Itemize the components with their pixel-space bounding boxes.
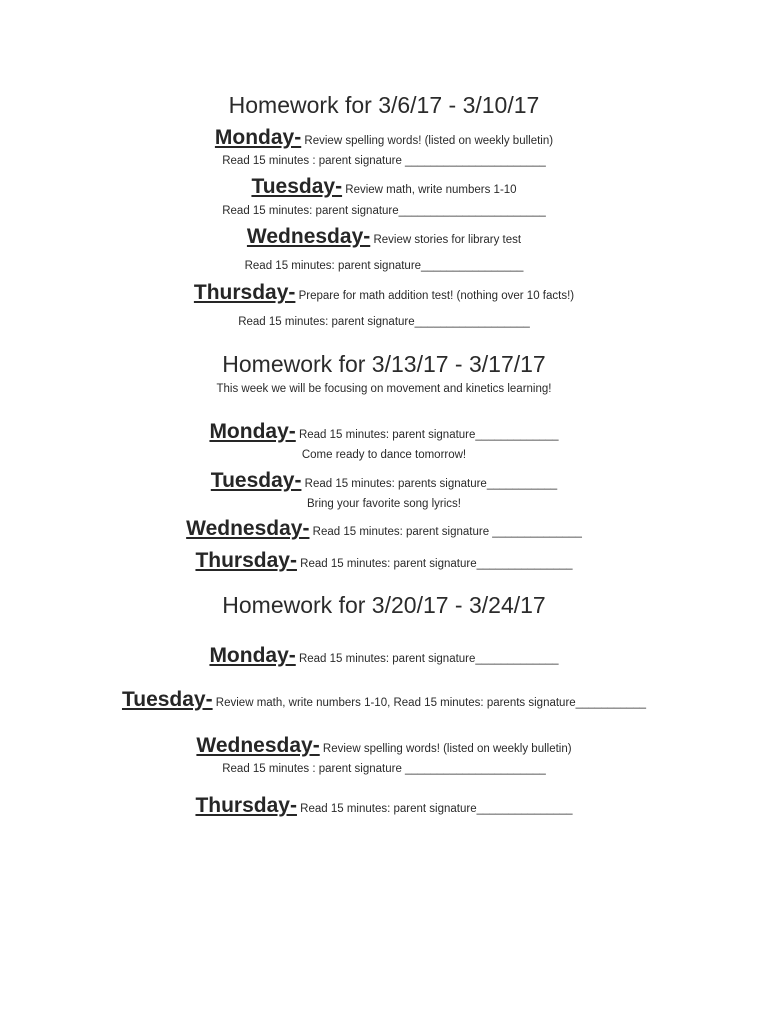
day-task: Review spelling words! (listed on weekly bulletin) bbox=[301, 135, 554, 147]
week-2-monday-sub: Come ready to dance tomorrow! bbox=[301, 449, 467, 461]
week-1-monday-sub: Read 15 minutes : parent signature ______________________ bbox=[222, 155, 546, 167]
day-label: Thursday- bbox=[193, 281, 296, 304]
week-1-title: Homework for 3/6/17 - 3/10/17 bbox=[228, 92, 540, 118]
day-label: Tuesday- bbox=[210, 469, 302, 492]
week-1-wednesday bbox=[0, 225, 768, 249]
week-1-wednesday-sub: Read 15 minutes: parent signature________________ bbox=[244, 260, 524, 272]
week-2-tuesday-sub: Bring your favorite song lyrics! bbox=[306, 498, 462, 510]
week-3-thursday bbox=[0, 794, 768, 818]
week-3-wednesday-sub: Read 15 minutes : parent signature ______________________ bbox=[222, 763, 546, 775]
week-3-wednesday bbox=[0, 734, 768, 758]
week-1-thursday bbox=[0, 281, 768, 305]
day-task: Read 15 minutes: parent signature_______________ bbox=[296, 803, 573, 815]
week-3-title: Homework for 3/20/17 - 3/24/17 bbox=[222, 592, 546, 618]
day-label: Tuesday- bbox=[251, 175, 343, 198]
day-label: Tuesday- bbox=[121, 688, 213, 711]
week-2-thursday bbox=[0, 549, 768, 573]
day-task: Read 15 minutes: parent signature_______________ bbox=[296, 558, 573, 570]
day-task: Read 15 minutes: parent signature_____________ bbox=[295, 653, 559, 665]
day-task: Review spelling words! (listed on weekly bulletin) bbox=[319, 743, 572, 755]
day-label: Thursday- bbox=[195, 794, 297, 817]
day-label: Thursday- bbox=[195, 549, 297, 572]
day-label: Monday- bbox=[209, 644, 296, 667]
day-label: Monday- bbox=[214, 126, 302, 149]
day-task: Read 15 minutes: parents signature___________ bbox=[301, 478, 558, 490]
week-1-tuesday-sub: Read 15 minutes: parent signature_______________________ bbox=[222, 205, 546, 217]
day-task: Prepare for math addition test! (nothing over 10 facts!) bbox=[295, 290, 575, 302]
day-label: Wednesday- bbox=[196, 734, 320, 757]
day-label: Wednesday- bbox=[186, 517, 310, 540]
week-2-tuesday bbox=[0, 469, 768, 493]
week-3-tuesday bbox=[0, 688, 768, 712]
day-task: Read 15 minutes: parent signature ______________ bbox=[309, 526, 582, 538]
week-1-monday bbox=[0, 126, 768, 150]
day-task: Review math, write numbers 1-10 bbox=[342, 184, 517, 196]
week-2-title: Homework for 3/13/17 - 3/17/17 bbox=[222, 351, 546, 377]
week-2-monday bbox=[0, 420, 768, 444]
day-label: Monday- bbox=[209, 420, 296, 443]
week-3-monday bbox=[0, 644, 768, 668]
day-task: Read 15 minutes: parent signature_____________ bbox=[295, 429, 559, 441]
week-2-wednesday bbox=[0, 517, 768, 541]
week-1-tuesday bbox=[0, 175, 768, 199]
day-label: Wednesday- bbox=[246, 225, 371, 248]
day-task: Review math, write numbers 1-10, Read 15 minutes: parents signature___________ bbox=[212, 697, 647, 709]
week-2-intro: This week we will be focusing on movement and kinetics learning! bbox=[216, 383, 552, 395]
day-task: Review stories for library test bbox=[370, 234, 522, 246]
week-1-thursday-sub: Read 15 minutes: parent signature__________________ bbox=[238, 316, 530, 328]
